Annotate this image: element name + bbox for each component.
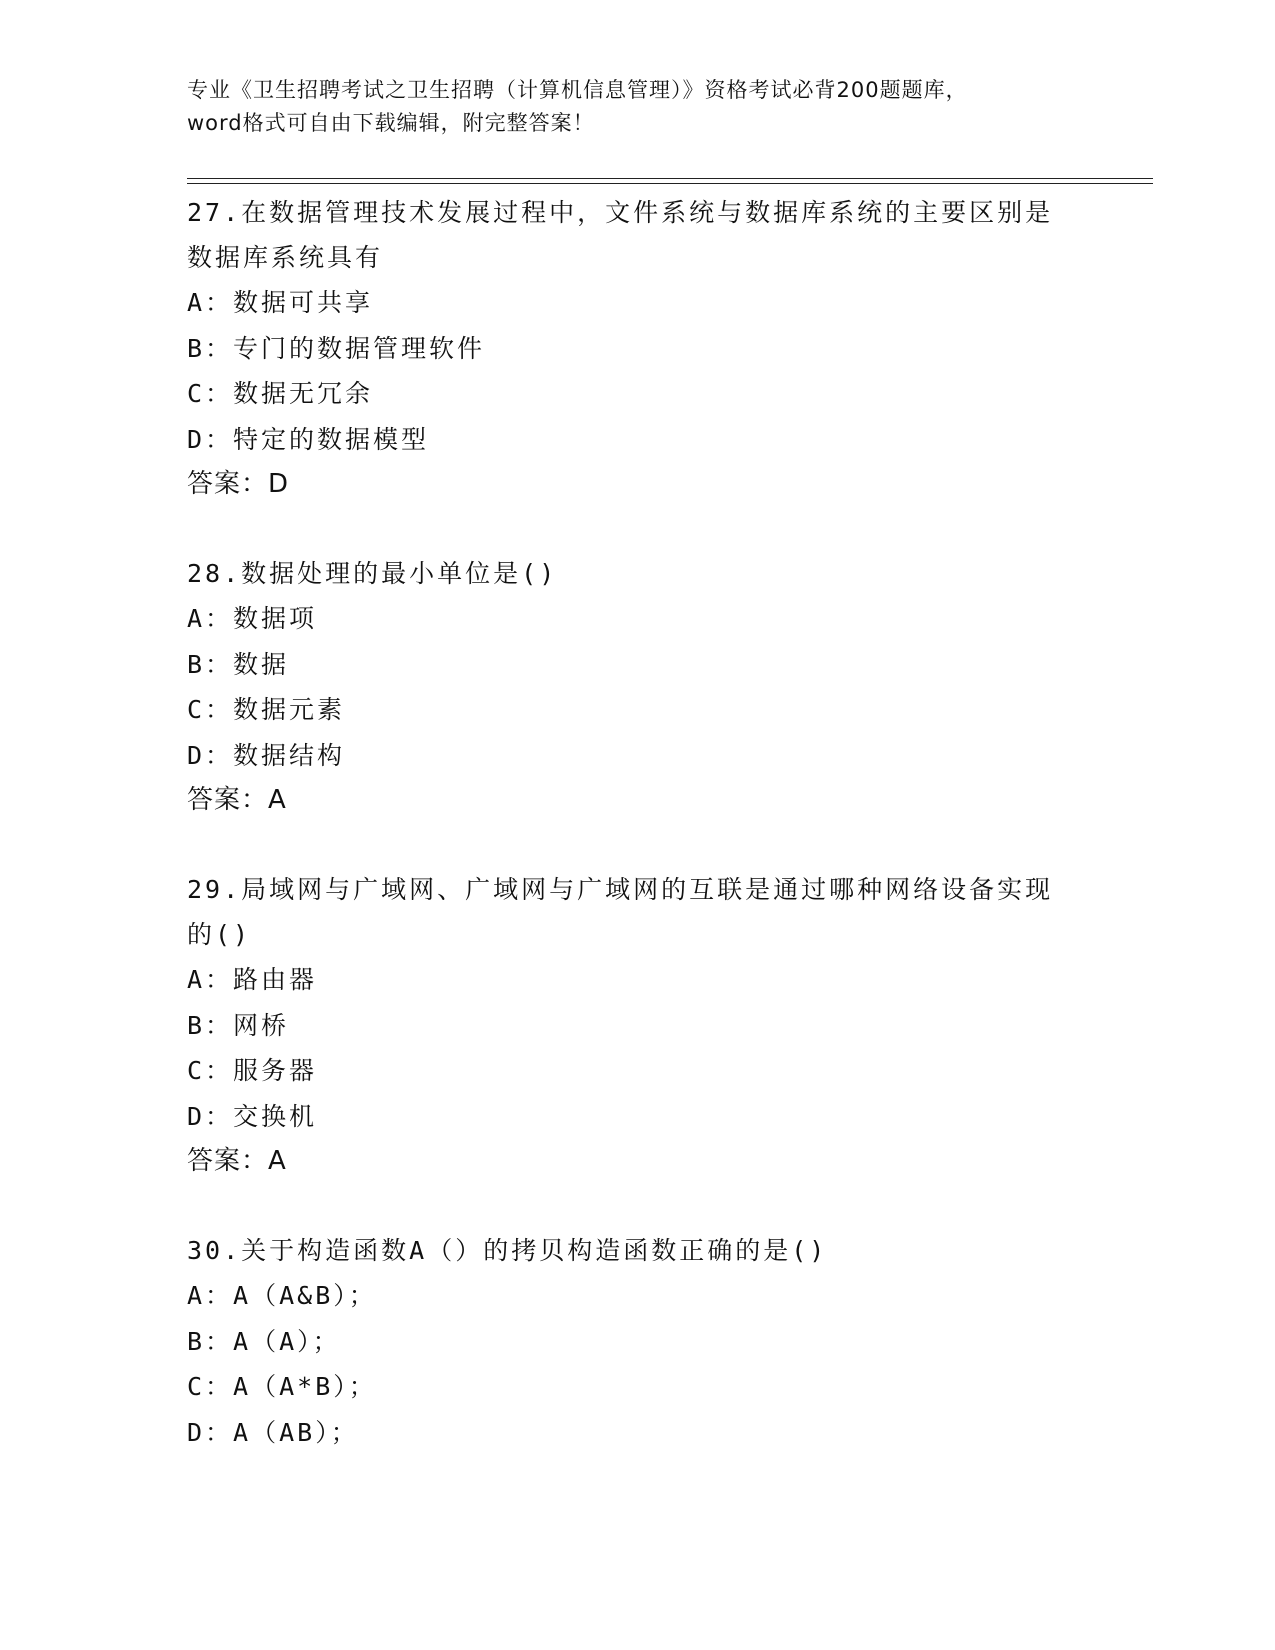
option-a: A：数据可共享 xyxy=(187,288,374,317)
option-d: D：A（AB）； xyxy=(187,1417,359,1447)
option-c: C：数据无冗余 xyxy=(187,379,374,408)
option-d: D：特定的数据模型 xyxy=(187,424,430,454)
header-divider-bottom xyxy=(187,183,1153,184)
question-28 xyxy=(187,551,1087,823)
option-a: A：A（A&B）； xyxy=(187,1281,377,1310)
answer-line: 答案：D xyxy=(187,469,290,499)
option-b: B：数据 xyxy=(187,649,290,679)
question-text: 28.数据处理的最小单位是() xyxy=(187,559,558,588)
document-header xyxy=(187,74,1087,140)
option-b: B：A（A）； xyxy=(187,1326,341,1356)
question-27 xyxy=(187,190,1087,507)
question-list xyxy=(187,190,1087,1499)
option-b: B：网桥 xyxy=(187,1010,290,1040)
answer-line: 答案：A xyxy=(187,785,287,815)
answer-line: 答案：A xyxy=(187,1146,287,1176)
header-line-2: word格式可自由下载编辑，附完整答案！ xyxy=(187,111,595,135)
option-d: D：交换机 xyxy=(187,1101,318,1131)
header-divider-top xyxy=(187,178,1153,179)
option-d: D：数据结构 xyxy=(187,740,346,770)
header-line-1: 专业《卫生招聘考试之卫生招聘（计算机信息管理）》资格考试必背200题题库， xyxy=(187,78,968,102)
option-b: B：专门的数据管理软件 xyxy=(187,333,486,363)
question-text: 29.局域网与广域网、广域网与广域网的互联是通过哪种网络设备实现 xyxy=(187,875,1054,904)
question-text-continued: 数据库系统具有 xyxy=(187,243,384,272)
question-30 xyxy=(187,1228,1087,1455)
option-c: C：数据元素 xyxy=(187,695,346,724)
option-c: C：服务器 xyxy=(187,1056,318,1085)
option-a: A：路由器 xyxy=(187,965,318,994)
option-c: C：A（A*B）； xyxy=(187,1372,377,1401)
question-29 xyxy=(187,867,1087,1184)
question-text: 30.关于构造函数A（）的拷贝构造函数正确的是() xyxy=(187,1236,828,1265)
question-text: 27.在数据管理技术发展过程中，文件系统与数据库系统的主要区别是 xyxy=(187,198,1054,227)
question-text-continued: 的() xyxy=(187,920,252,949)
option-a: A：数据项 xyxy=(187,604,318,633)
